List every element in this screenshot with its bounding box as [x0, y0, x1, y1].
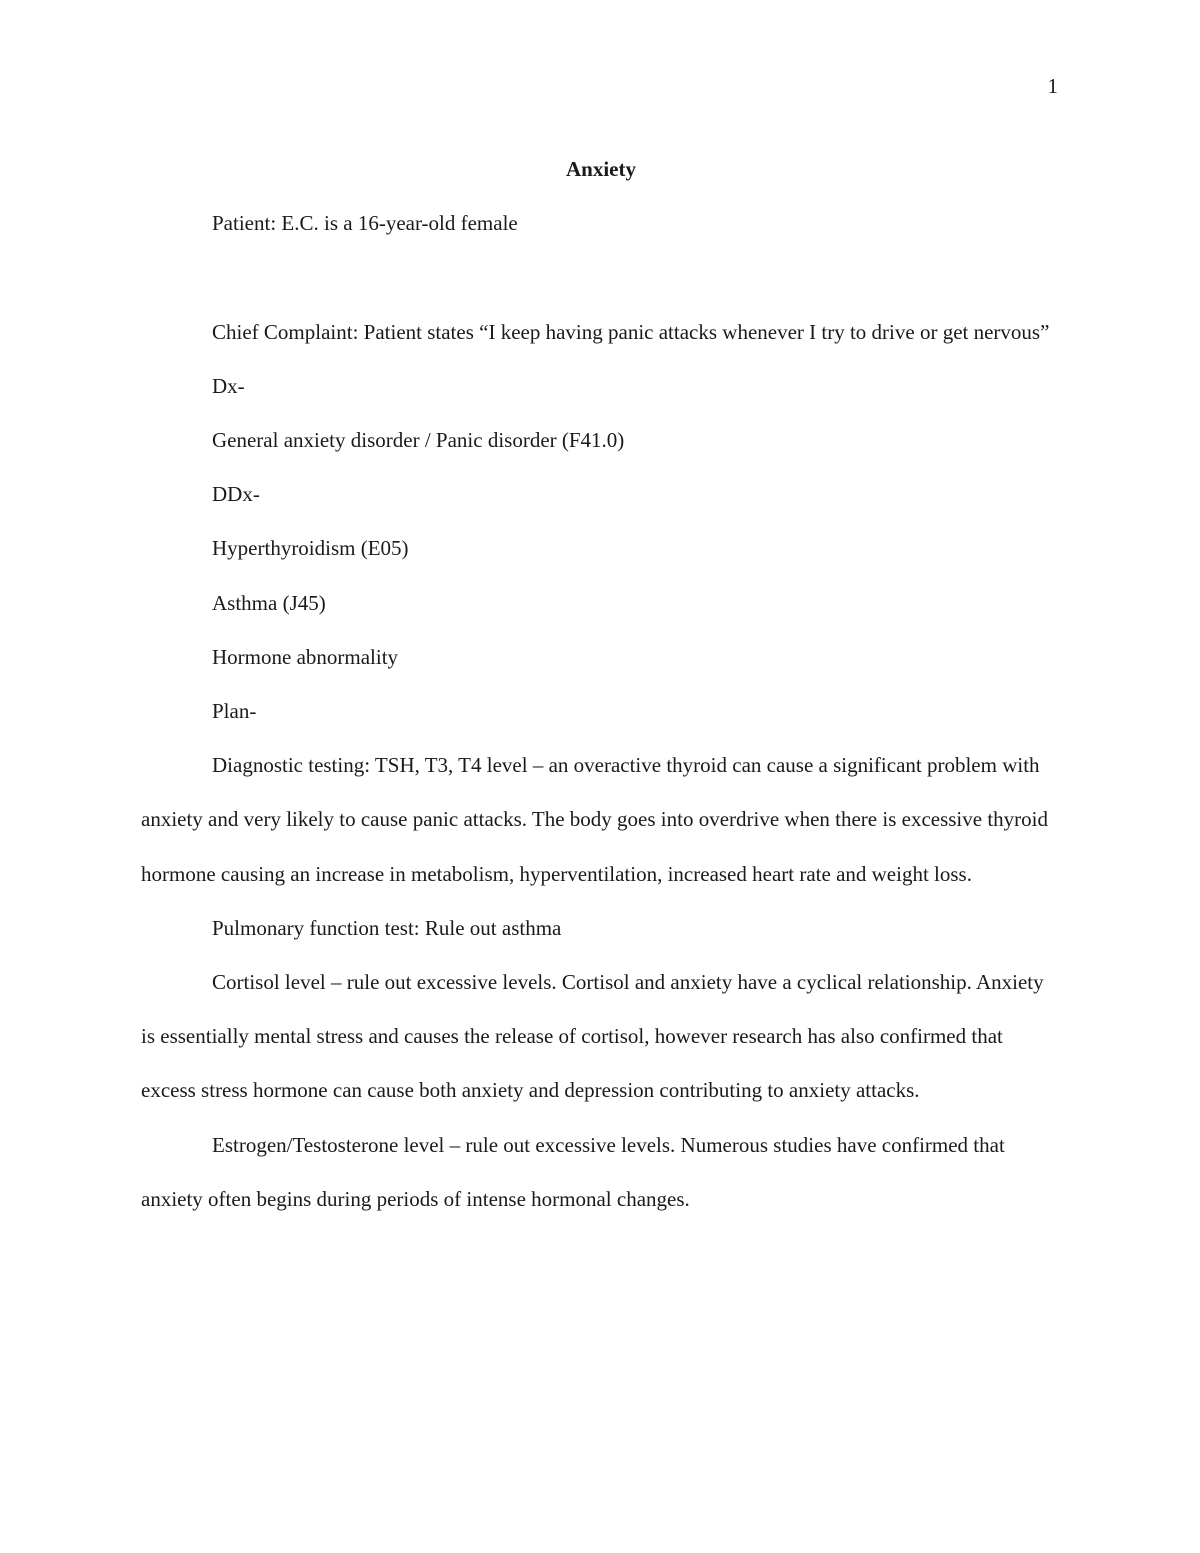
document-body	[141, 142, 1061, 1226]
plan-pulmonary-test: Pulmonary function test: Rule out asthma	[212, 915, 562, 940]
page-number: 1	[1047, 74, 1058, 98]
ddx-heading: DDx-	[212, 482, 260, 507]
dx-heading: Dx-	[212, 373, 245, 398]
plan-thyroid-testing: Diagnostic testing: TSH, T3, T4 level – an overactive thyroid can cause a significant problem with anxiety and very likely to cause panic attacks. The body goes into overdrive when there is excessive thyroid hormone causing an increase in metabolism, hyperventilation, increased heart rate and weight loss.	[141, 753, 1048, 886]
patient-line: Patient: E.C. is a 16-year-old female	[212, 211, 518, 236]
ddx-item: Hyperthyroidism (E05)	[212, 536, 409, 561]
document-title: Anxiety	[566, 157, 636, 181]
plan-cortisol-level: Cortisol level – rule out excessive levels. Cortisol and anxiety have a cyclical relationship. Anxiety is essentially mental stress and causes the release of cortisol, however research has also confirmed that excess stress hormone can cause both anxiety and depression contributing to anxiety attacks.	[141, 970, 1044, 1103]
chief-complaint: Chief Complaint: Patient states “I keep having panic attacks whenever I try to drive or get nervous”	[212, 319, 1050, 344]
dx-item: General anxiety disorder / Panic disorder (F41.0)	[212, 428, 625, 452]
ddx-item: Asthma (J45)	[212, 590, 326, 615]
plan-heading: Plan-	[212, 699, 257, 724]
blank-line	[141, 250, 1061, 304]
ddx-item: Hormone abnormality	[212, 644, 399, 669]
plan-hormone-level: Estrogen/Testosterone level – rule out excessive levels. Numerous studies have confirmed that anxiety often begins during periods of intense hormonal changes.	[141, 1132, 1005, 1211]
